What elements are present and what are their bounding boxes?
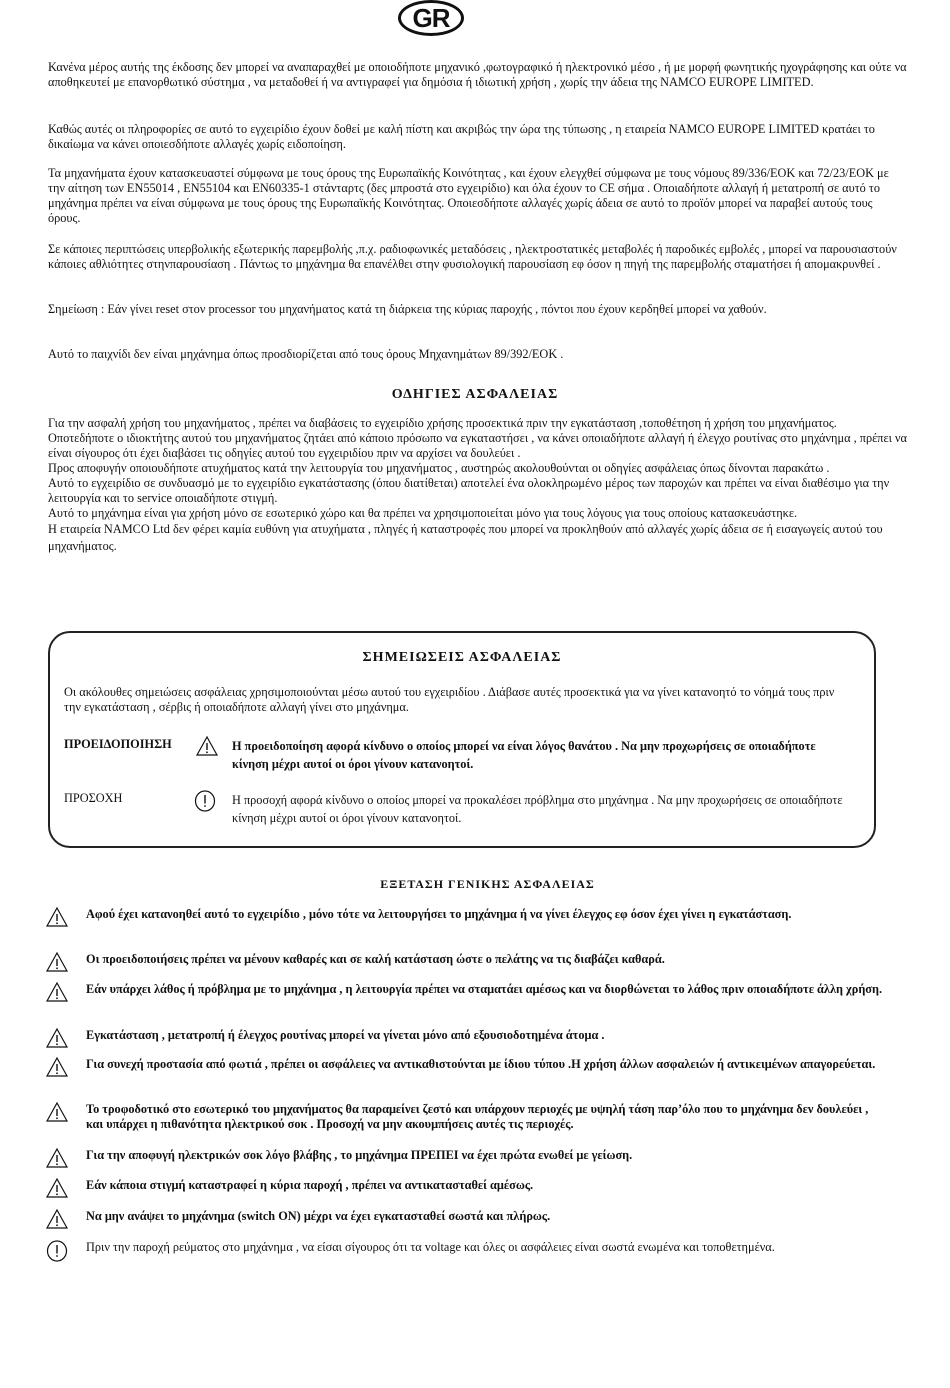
- warning-triangle-icon: [46, 1148, 68, 1168]
- paragraph: Προς αποφυγήν οποιουδήποτε ατυχήματος κατά την λειτουργία του μηχανήματος , αυστηρώς ακολουθούνται οι οδηγίες ασφάλειας όπως δίνονται παρακάτω .: [48, 461, 830, 475]
- warning-triangle-icon: [46, 952, 68, 972]
- warning-triangle-icon: [46, 1102, 68, 1122]
- logo-text: GR: [412, 2, 450, 33]
- safety-item-text: Πριν την παροχή ρεύματος στο μηχάνημα , να είσαι σίγουρος ότι τα voltage και όλες οι ασφάλειες είναι σωστά ενωμένα και τοποθετημένα.: [86, 1240, 775, 1254]
- caution-label: ΠΡΟΣΟΧΗ: [64, 791, 123, 805]
- warning-triangle-icon: [46, 1057, 68, 1077]
- safety-item-text: Οι προειδοποιήσεις πρέπει να μένουν καθαρές και σε καλή κατάσταση ώστε ο πελάτης να τις διαβάζει καθαρά.: [86, 952, 665, 966]
- warning-triangle-icon: [196, 736, 218, 756]
- safety-item-text: Εάν υπάρχει λάθος ή πρόβλημα με το μηχάνημα , η λειτουργία πρέπει να σταματάει αμέσως και να διορθώνεται το λάθος πριν οποιαδήποτε άλλη χρήση.: [86, 982, 883, 996]
- paragraph: Αυτό το παιχνίδι δεν είναι μηχάνημα όπως προσδιορίζεται από τους όρους Μηχανημάτων 89/392/ΕΟΚ .: [48, 347, 564, 361]
- safety-instructions-title: ΟΔΗΓΙΕΣ ΑΣΦΑΛΕΙΑΣ: [391, 387, 559, 402]
- safety-item-text: Εάν κάποια στιγμή καταστραφεί η κύρια παροχή , πρέπει να αντικατασταθεί αμέσως.: [86, 1178, 534, 1192]
- paragraph: Καθώς αυτές οι πληροφορίες σε αυτό το εγχειρίδιο έχουν δοθεί με καλή πίστη και ακριβώς την ώρα της τύπωσης , η εταιρεία NAMCO EUROPE LIMITED κρατάει το δικαίωμα να κάνει οποιεσδήποτε αλλαγές χωρίς ειδοποίηση.: [48, 122, 875, 151]
- safety-notes-intro: Οι ακόλουθες σημειώσεις ασφάλειας χρησιμοποιούνται μέσω αυτού του εγχειριδίου . Διάβασε αυτές προσεκτικά για να γίνει κατανοητό το νόημά τους πριν την εγκατάσταση , σέρβις ή οποιαδήποτε αλλαγή γίνει στο μηχάνημα.: [64, 685, 835, 714]
- compliance-notice: [48, 166, 908, 226]
- safety-notes-box: [48, 631, 876, 848]
- country-code-logo: [398, 0, 464, 36]
- disclaimer-notice: [48, 122, 908, 152]
- caution-circle-icon: [194, 790, 216, 812]
- safety-item-text: Εγκατάσταση , μετατροπή ή έλεγχος ρουτίνας μπορεί να γίνεται μόνο από εξουσιοδοτημένα άτομα .: [86, 1028, 605, 1042]
- general-safety-title: ΕΞΕΤΑΣΗ ΓΕΝΙΚΗΣ ΑΣΦΑΛΕΙΑΣ: [380, 877, 595, 891]
- paragraph: Αυτό το μηχάνημα είναι για χρήση μόνο σε εσωτερικό χώρο και θα πρέπει να χρησιμοποιείται μόνο για τους λόγους για τους οποίους κατασκευάστηκε.: [48, 506, 798, 520]
- warning-triangle-icon: [46, 1028, 68, 1048]
- copyright-notice: [48, 60, 908, 90]
- warning-triangle-icon: [46, 1178, 68, 1198]
- warning-triangle-icon: [46, 982, 68, 1002]
- paragraph: Κανένα μέρος αυτής της έκδοσης δεν μπορεί να αναπαραχθεί με οποιοδήποτε μηχανικό ,φωτογραφικό ή ηλεκτρονικό μέσο , ή με μορφή φωνητικής ηχογράφησης και ούτε να αποθηκευτεί με επανορθωτικό σύστημα , να μεταδοθεί ή να αντιγραφεί για δημόσια ή ιδιωτική χρήση , χωρίς την άδεια της NAMCO EUROPE LIMITED.: [48, 60, 907, 89]
- caution-description: Η προσοχή αφορά κίνδυνο ο οποίος μπορεί να προκαλέσει πρόβλημα στο μηχάνημα . Να μην προχωρήσεις σε οποιαδήποτε κίνηση μέχρι αυτοί οι όροι γίνουν κατανοητοί.: [232, 793, 843, 825]
- safety-notes-title: ΣΗΜΕΙΩΣΕΙΣ ΑΣΦΑΛΕΙΑΣ: [362, 650, 562, 665]
- paragraph: Αυτό το εγχειρίδιο σε συνδυασμό με το εγχειρίδιο εγκατάστασης (όπου διατίθεται) αποτελεί ένα ολοκληρωμένο μέρος των παροχών και πρέπει να είναι διαθέσιμο για την λειτουργία και το service οποιαδήποτε στιγμή.: [48, 476, 890, 505]
- paragraph: Για την ασφαλή χρήση του μηχανήματος , πρέπει να διαβάσεις το εγχειρίδιο χρήσης προσεκτικά πριν την εγκατάσταση ,τοποθέτηση ή χρήση του μηχανήματος.: [48, 416, 837, 430]
- machinery-directive-note: [48, 347, 908, 362]
- caution-circle-icon: [46, 1240, 68, 1262]
- safety-item-text: Αφού έχει κατανοηθεί αυτό το εγχειρίδιο , μόνο τότε να λειτουργήσει το μηχάνημα ή να γίνει έλεγχος εφ όσον έχει γίνει η εγκατάσταση.: [86, 907, 792, 921]
- interference-notice: [48, 242, 908, 272]
- safety-item-text: Για την αποφυγή ηλεκτρικών σοκ λόγο βλάβης , το μηχάνημα ΠΡΕΠΕΙ να έχει πρώτα ενωθεί με γείωση.: [86, 1148, 633, 1162]
- paragraph: Τα μηχανήματα έχουν κατασκευαστεί σύμφωνα με τους όρους της Ευρωπαϊκής Κοινότητας , και έχουν ελεγχθεί σύμφωνα με τους νόμους 89/336/ΕΟΚ και 72/23/ΕΟΚ με την αίτηση των EN55014 , EN55104 και EN60335-1 στάνταρτς (δες μπροστά στο εγχειρίδιο) και όλα έχουν το CE σήμα . Οποιαδήποτε αλλαγή ή μετατροπή σε αυτό το μηχάνημα πρέπει να είναι σύμφωνα με τους όρους της Ευρωπαϊκής Κοινότητας. Οποιεσδήποτε αλλαγές χωρίς άδεια σε αυτό το προϊόν μπορεί να παραβεί αυτούς τους όρους.: [48, 166, 889, 225]
- warning-triangle-icon: [46, 1209, 68, 1229]
- paragraph: Η εταιρεία NAMCO Ltd δεν φέρει καμία ευθύνη για ατυχήματα , πληγές ή καταστροφές που μπορεί να προκληθούν από αλλαγές χωρίς άδεια σε ή εισαγωγείς αυτού του μηχανήματος.: [48, 522, 883, 553]
- safety-item-text: Για συνεχή προστασία από φωτιά , πρέπει οι ασφάλειες να αντικαθιστούνται με ίδιου τύπου .Η χρήση άλλων ασφαλειών ή αντικειμένων απαγορεύεται.: [86, 1057, 876, 1071]
- safety-item-text: Να μην ανάψει το μηχάνημα (switch ON) μέχρι να έχει εγκατασταθεί σωστά και πλήρως.: [86, 1209, 551, 1223]
- warning-label: ΠΡΟΕΙΔΟΠΟΙΗΣΗ: [64, 737, 172, 751]
- paragraph: Οποτεδήποτε ο ιδιοκτήτης αυτού του μηχανήματος ζητάει από κάποιο πρόσωπο να εγκαταστήσει , να κάνει οποιαδήποτε αλλαγή ή έλεγχο ρουτίνας στο μηχάνημα , πρέπει να είναι σίγουρος ότι έχει διαβάσει τις οδηγίες αυτού του εγχειριδίου πριν να αρχίσει να δουλεύει .: [48, 431, 907, 460]
- paragraph: Σε κάποιες περιπτώσεις υπερβολικής εξωτερικής παρεμβολής ,π.χ. ραδιοφωνικές μεταδόσεις , ηλεκτροστατικές μεταβολές ή παροδικές εμβολές , μπορεί να παρουσιαστούν κάποιες αθλιότητες στηνπαρουσίαση . Πάντως το μηχάνημα θα επανέλθει στην φυσιολογική παρουσίαση εφ όσον η πηγή της παρεμβολής σταματήσει ή απομακρυνθεί .: [48, 242, 897, 271]
- warning-description: Η προειδοποίηση αφορά κίνδυνο ο οποίος μπορεί να είναι λόγος θανάτου . Να μην προχωρήσεις σε οποιαδήποτε κίνηση μέχρι αυτοί οι όροι γίνουν κατανοητοί.: [232, 739, 816, 771]
- safety-instructions-body: [48, 416, 908, 555]
- warning-triangle-icon: [46, 907, 68, 927]
- safety-item-text: Το τροφοδοτικό στο εσωτερικό του μηχανήματος θα παραμείνει ζεστό και υπάρχουν περιοχές με υψηλή τάση παρ’όλο που το μηχάνημα δεν δουλεύει , και υπάρχει η πιθανότητα ηλεκτρικού σοκ . Προσοχή να μην ακουμπήσεις αυτές τις περιοχές.: [86, 1102, 869, 1131]
- paragraph: Σημείωση : Εάν γίνει reset στον processor του μηχανήματος κατά τη διάρκεια της κύριας παροχής , πόντοι που έχουν κερδηθεί μπορεί να χαθούν.: [48, 302, 767, 316]
- reset-note: [48, 302, 908, 317]
